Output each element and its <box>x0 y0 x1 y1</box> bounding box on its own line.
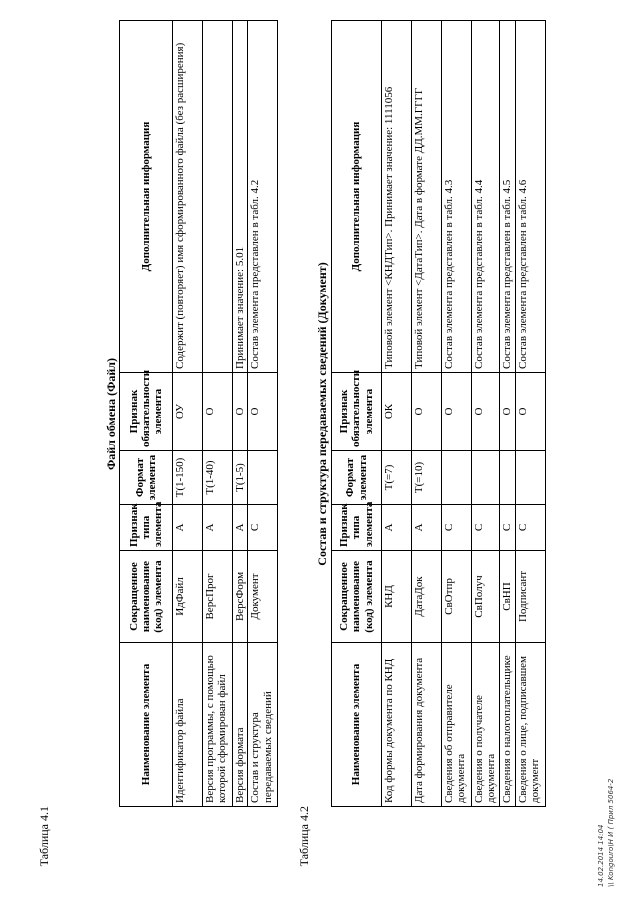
cell-code: ДатаДок <box>412 551 442 643</box>
cell-info: Содержит (повторяет) имя сформированного файла (без расширения) <box>173 21 203 373</box>
cell-name: Сведения об отправителе документа <box>442 643 472 807</box>
table2 <box>331 20 546 807</box>
table1-header-type: Признак типа элемента <box>120 505 173 551</box>
cell-type: А <box>173 505 203 551</box>
table2-header-row <box>332 21 382 807</box>
cell-required: О <box>233 373 248 451</box>
cell-required: ОУ <box>173 373 203 451</box>
cell-name: Код формы документа по КНД <box>382 643 412 807</box>
cell-code: ВерсФорм <box>233 551 248 643</box>
cell-name: Версия формата <box>233 643 248 807</box>
cell-format: Т(1-5) <box>233 451 248 505</box>
cell-info <box>203 21 233 373</box>
cell-code: СвОтпр <box>442 551 472 643</box>
cell-name: Сведения о лице, подписавшем документ <box>515 643 545 807</box>
cell-code: КНД <box>382 551 412 643</box>
cell-required: О <box>472 373 500 451</box>
cell-info: Состав элемента представлен в табл. 4.5 <box>499 21 515 373</box>
footer-file-path: \\ Kongouro\Н И ( Прил 5064-2 <box>607 778 615 887</box>
cell-type: А <box>412 505 442 551</box>
table1-header-required: Признак обязательности элемента <box>120 373 173 451</box>
cell-format: Т(=7) <box>382 451 412 505</box>
table2-header-name: Наименование элемента <box>332 643 382 807</box>
cell-info: Состав элемента представлен в табл. 4.6 <box>515 21 545 373</box>
table1-caption: Таблица 4.1 <box>37 806 51 867</box>
cell-required: ОК <box>382 373 412 451</box>
cell-name: Версия программы, с помощью которой сформирован файл <box>203 643 233 807</box>
cell-format <box>442 451 472 505</box>
cell-type: С <box>472 505 500 551</box>
cell-name: Сведения о получателе документа <box>472 643 500 807</box>
table-row <box>515 21 545 807</box>
cell-info: Состав элемента представлен в табл. 4.4 <box>472 21 500 373</box>
cell-required: О <box>499 373 515 451</box>
cell-code: Подписант <box>515 551 545 643</box>
cell-info: Состав элемента представлен в табл. 4.3 <box>442 21 472 373</box>
cell-info: Типовой элемент <ДатаТип>. Дата в формате ДД.ММ.ГГГГ <box>412 21 442 373</box>
table-row <box>382 21 412 807</box>
table2-title: Состав и структура передаваемых сведений (Документ) <box>315 262 329 566</box>
table-row <box>203 21 233 807</box>
table2-header-type: Признак типа элемента <box>332 505 382 551</box>
cell-code: СвПолуч <box>472 551 500 643</box>
cell-type: А <box>203 505 233 551</box>
table1 <box>119 20 278 807</box>
table1-header-format: Формат элемента <box>120 451 173 505</box>
table1-header-row <box>120 21 173 807</box>
table-row <box>412 21 442 807</box>
cell-info: Принимает значение: 5.01 <box>233 21 248 373</box>
cell-required: О <box>203 373 233 451</box>
cell-type: С <box>248 505 278 551</box>
table-row <box>499 21 515 807</box>
table-row <box>233 21 248 807</box>
cell-type: А <box>382 505 412 551</box>
cell-type: С <box>442 505 472 551</box>
cell-code: Документ <box>248 551 278 643</box>
cell-required: О <box>412 373 442 451</box>
cell-code: СвНП <box>499 551 515 643</box>
table2-header-code: Сокращенное наименование (код) элемента <box>332 551 382 643</box>
cell-format: Т(=10) <box>412 451 442 505</box>
cell-format <box>515 451 545 505</box>
cell-format <box>248 451 278 505</box>
table-row <box>442 21 472 807</box>
table-row <box>472 21 500 807</box>
cell-type: С <box>499 505 515 551</box>
cell-required: О <box>515 373 545 451</box>
cell-format <box>472 451 500 505</box>
cell-required: О <box>442 373 472 451</box>
cell-code: ВерсПрог <box>203 551 233 643</box>
footer-date-stamp: 14.02.2014 14:04 <box>597 824 605 887</box>
cell-info: Состав элемента представлен в табл. 4.2 <box>248 21 278 373</box>
cell-name: Сведения о налогоплательщике <box>499 643 515 807</box>
table-row <box>173 21 203 807</box>
table1-title: Файл обмена (Файл) <box>104 357 118 471</box>
table1-header-code: Сокращенное наименование (код) элемента <box>120 551 173 643</box>
cell-format: Т(1-40) <box>203 451 233 505</box>
cell-name: Дата формирования документа <box>412 643 442 807</box>
table2-header-required: Признак обязательности элемента <box>332 373 382 451</box>
table2-caption: Таблица 4.2 <box>297 806 311 867</box>
table2-header-format: Формат элемента <box>332 451 382 505</box>
table1-header-name: Наименование элемента <box>120 643 173 807</box>
cell-info: Типовой элемент <КНДТип>. Принимает значение: 1111056 <box>382 21 412 373</box>
cell-type: С <box>515 505 545 551</box>
cell-name: Состав и структура передаваемых сведений <box>248 643 278 807</box>
table1-header-info: Дополнительная информация <box>120 21 173 373</box>
cell-code: ИдФайл <box>173 551 203 643</box>
cell-type: А <box>233 505 248 551</box>
table2-header-info: Дополнительная информация <box>332 21 382 373</box>
cell-format <box>499 451 515 505</box>
cell-name: Идентификатор файла <box>173 643 203 807</box>
cell-format: Т(1-150) <box>173 451 203 505</box>
cell-required: О <box>248 373 278 451</box>
table-row <box>248 21 278 807</box>
